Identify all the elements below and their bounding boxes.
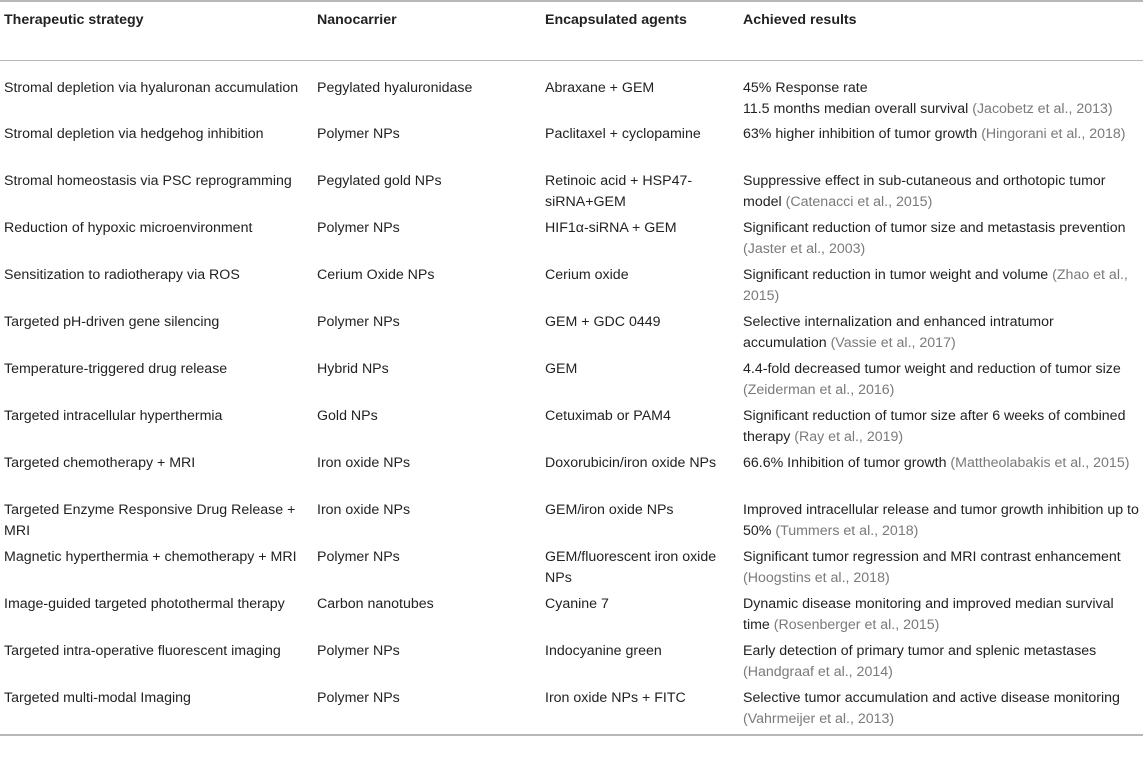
citation-link[interactable]: (Ray et al., 2019) <box>794 429 904 445</box>
cell-nanocarrier: Gold NPs <box>317 408 378 424</box>
table-row <box>0 124 1143 171</box>
table-row <box>0 171 1143 218</box>
cell-nanocarrier: Polymer NPs <box>317 126 400 142</box>
cell-results <box>739 453 1143 500</box>
result-text: Selective tumor accumulation and active disease monitoring <box>743 690 1120 706</box>
cell-results <box>739 312 1143 359</box>
table-row <box>0 265 1143 312</box>
cell-agents: Retinoic acid + HSP47-siRNA+GEM <box>545 173 693 210</box>
cell-agents: HIF1α-siRNA + GEM <box>545 220 677 236</box>
result-text: Selective internalization and enhanced intratumor accumulation <box>743 314 1054 351</box>
cell-nanocarrier: Iron oxide NPs <box>317 502 411 518</box>
result-line: 45% Response rate <box>743 79 868 96</box>
table-row <box>0 688 1143 735</box>
header-results: Achieved results <box>743 12 857 28</box>
cell-strategy: Targeted multi-modal Imaging <box>4 690 191 706</box>
cell-strategy: Stromal homeostasis via PSC reprogramming <box>4 173 292 189</box>
cell-nanocarrier: Pegylated hyaluronidase <box>317 79 473 96</box>
citation-link[interactable]: (Zeiderman et al., 2016) <box>743 382 895 398</box>
table-header-row <box>0 1 1143 60</box>
result-text: Significant reduction of tumor size after 6 weeks of combined therapy <box>743 408 1126 445</box>
cell-agents: Iron oxide NPs + FITC <box>545 690 686 706</box>
cell-agents: Cyanine 7 <box>545 596 609 612</box>
cell-results <box>739 60 1143 124</box>
cell-agents: Abraxane + GEM <box>545 79 655 96</box>
cell-strategy: Sensitization to radiotherapy via ROS <box>4 267 240 283</box>
cell-strategy: Targeted intracellular hyperthermia <box>4 408 223 424</box>
table-row <box>0 218 1143 265</box>
cell-nanocarrier: Polymer NPs <box>317 220 400 236</box>
result-text: 66.6% Inhibition of tumor growth <box>743 455 947 471</box>
result-text: 11.5 months median overall survival <box>743 100 969 117</box>
result-text: Early detection of primary tumor and splenic metastases <box>743 643 1097 659</box>
citation-link[interactable]: (Zhao et al., 2015) <box>743 267 1128 304</box>
cell-nanocarrier: Pegylated gold NPs <box>317 173 442 189</box>
result-text: Significant reduction of tumor size and metastasis prevention <box>743 220 1126 236</box>
table-row <box>0 547 1143 594</box>
cell-agents: GEM <box>545 361 578 377</box>
cell-results <box>739 171 1143 218</box>
table-row <box>0 500 1143 547</box>
cell-results <box>739 500 1143 547</box>
cell-nanocarrier: Polymer NPs <box>317 643 400 659</box>
cell-strategy: Magnetic hyperthermia + chemotherapy + MRI <box>4 549 297 565</box>
cell-strategy: Stromal depletion via hyaluronan accumulation <box>4 79 299 96</box>
table-row <box>0 359 1143 406</box>
cell-results <box>739 218 1143 265</box>
cell-results <box>739 688 1143 735</box>
cell-strategy: Stromal depletion via hedgehog inhibition <box>4 126 264 142</box>
result-text: Suppressive effect in sub-cutaneous and orthotopic tumor model <box>743 173 1106 210</box>
result-text: 63% higher inhibition of tumor growth <box>743 126 978 142</box>
table-row <box>0 312 1143 359</box>
cell-results <box>739 406 1143 453</box>
citation-link[interactable]: (Handgraaf et al., 2014) <box>743 664 893 680</box>
cell-results <box>739 594 1143 641</box>
table-row <box>0 60 1143 124</box>
cell-nanocarrier: Hybrid NPs <box>317 361 389 377</box>
cell-agents: Indocyanine green <box>545 643 662 659</box>
cell-results <box>739 547 1143 594</box>
result-text: 4.4-fold decreased tumor weight and reduction of tumor size <box>743 361 1121 377</box>
cell-agents: Cerium oxide <box>545 267 629 283</box>
table-row <box>0 641 1143 688</box>
cell-agents: Cetuximab or PAM4 <box>545 408 671 424</box>
cell-strategy: Image-guided targeted photothermal therapy <box>4 596 285 612</box>
table-row <box>0 453 1143 500</box>
cell-results <box>739 359 1143 406</box>
cell-nanocarrier: Iron oxide NPs <box>317 455 411 471</box>
cell-strategy: Targeted intra-operative fluorescent imaging <box>4 643 281 659</box>
cell-results <box>739 124 1143 171</box>
header-nanocarrier: Nanocarrier <box>317 12 397 28</box>
cell-agents: GEM + GDC 0449 <box>545 314 661 330</box>
cell-agents: GEM/iron oxide NPs <box>545 502 674 518</box>
header-agents: Encapsulated agents <box>545 12 687 28</box>
table-row <box>0 594 1143 641</box>
cell-strategy: Targeted Enzyme Responsive Drug Release + MRI <box>4 502 296 539</box>
result-text: Dynamic disease monitoring and improved median survival time <box>743 596 1114 633</box>
cell-nanocarrier: Polymer NPs <box>317 690 400 706</box>
citation-link[interactable]: (Vassie et al., 2017) <box>830 335 956 351</box>
cell-agents: GEM/fluorescent iron oxide NPs <box>545 549 717 586</box>
citation-link[interactable]: (Jacobetz et al., 2013) <box>972 100 1113 117</box>
cell-strategy: Targeted chemotherapy + MRI <box>4 455 196 471</box>
cell-results <box>739 641 1143 688</box>
cell-nanocarrier: Polymer NPs <box>317 314 400 330</box>
cell-nanocarrier: Cerium Oxide NPs <box>317 267 435 283</box>
result-text: Improved intracellular release and tumor growth inhibition up to 50% <box>743 502 1139 539</box>
table-row <box>0 406 1143 453</box>
cell-agents: Doxorubicin/iron oxide NPs <box>545 455 717 471</box>
cell-nanocarrier: Polymer NPs <box>317 549 400 565</box>
cell-strategy: Targeted pH-driven gene silencing <box>4 314 220 330</box>
cell-agents: Paclitaxel + cyclopamine <box>545 126 701 142</box>
citation-link[interactable]: (Catenacci et al., 2015) <box>785 194 933 210</box>
citation-link[interactable]: (Jaster et al., 2003) <box>743 241 866 257</box>
cell-results <box>739 265 1143 312</box>
citation-link[interactable]: (Rosenberger et al., 2015) <box>773 617 940 633</box>
citation-link[interactable]: (Mattheolabakis et al., 2015) <box>950 455 1130 471</box>
citation-link[interactable]: (Tummers et al., 2018) <box>775 523 919 539</box>
cell-nanocarrier: Carbon nanotubes <box>317 596 434 612</box>
citation-link[interactable]: (Vahrmeijer et al., 2013) <box>743 711 895 727</box>
citation-link[interactable]: (Hingorani et al., 2018) <box>981 126 1126 142</box>
cell-strategy: Reduction of hypoxic microenvironment <box>4 220 253 236</box>
cell-strategy: Temperature-triggered drug release <box>4 361 228 377</box>
result-text: Significant reduction in tumor weight and volume <box>743 267 1049 283</box>
citation-link[interactable]: (Hoogstins et al., 2018) <box>743 570 890 586</box>
result-text: Significant tumor regression and MRI contrast enhancement <box>743 549 1121 565</box>
header-strategy: Therapeutic strategy <box>4 12 144 28</box>
